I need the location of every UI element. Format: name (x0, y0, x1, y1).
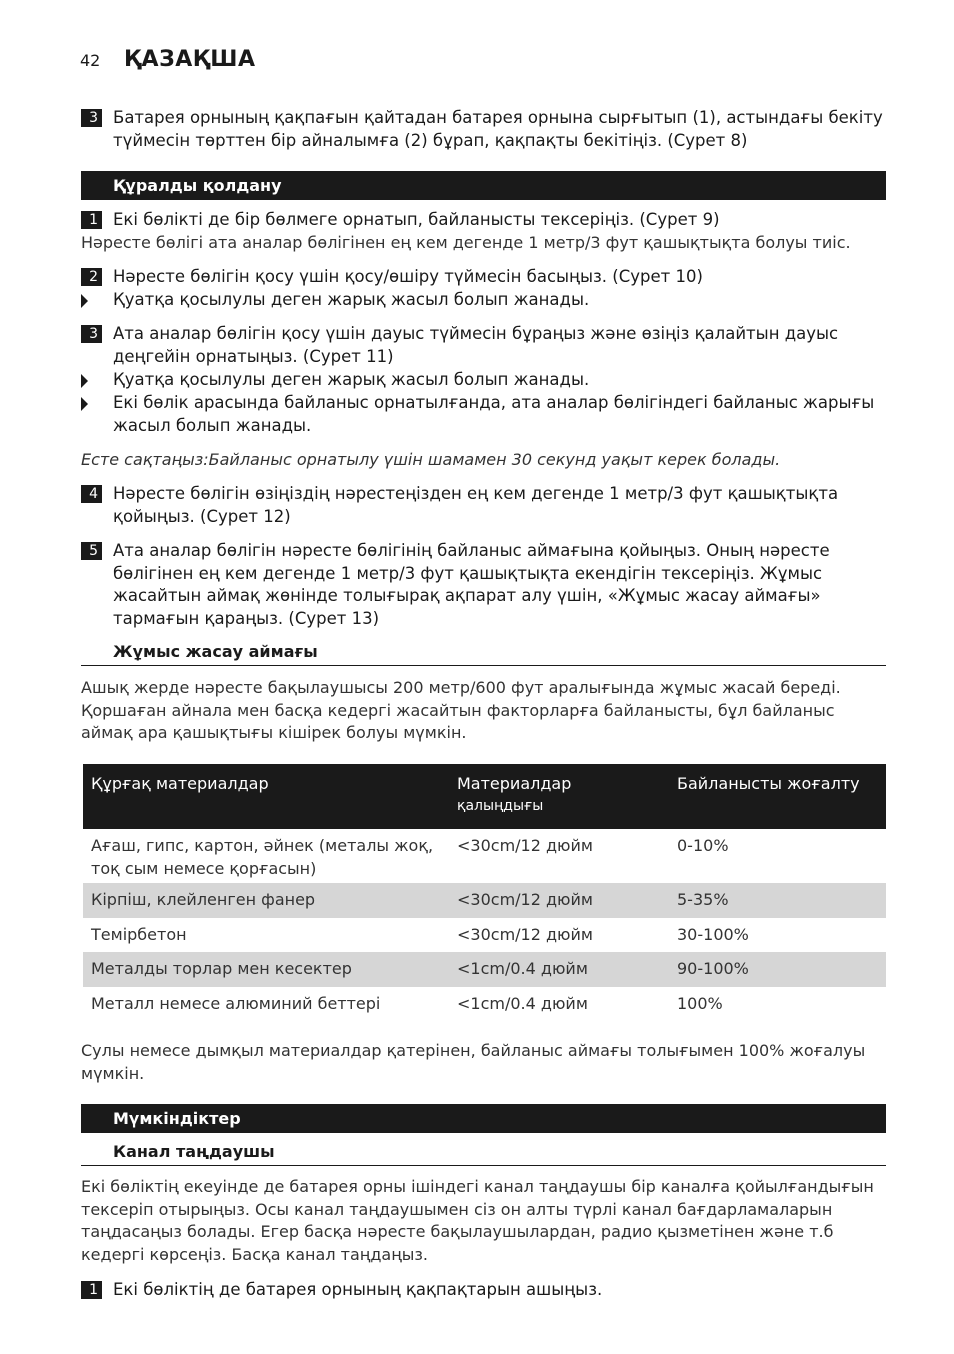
bullet-text: Қуатқа қосылулы деген жарық жасыл болып жанады. (113, 290, 590, 309)
bullet-text: Екі бөлік арасында байланыс орнатылғанда, ата аналар бөлігіндегі байланыс жарығы жасыл болып жанады. (113, 393, 875, 435)
bullet-text: Қуатқа қосылулы деген жарық жасыл болып жанады. (113, 370, 590, 389)
subsection-title: Жұмыс жасау аймағы (113, 642, 318, 661)
table-row (83, 829, 886, 883)
header-thickness-line1: Материалдар (457, 774, 572, 793)
step-text: Екі бөлікті де бір бөлмеге орнатып, байланысты тексеріңіз. (Сурет 9) (113, 210, 720, 229)
section-heading-usage (81, 171, 886, 200)
cell-thickness: <30cm/12 дюйм (457, 836, 593, 855)
usage-step-3 (81, 323, 891, 368)
table-header-row (83, 764, 886, 829)
section-title: Мүмкіндіктер (113, 1109, 241, 1128)
cell-material: Металл немесе алюминий беттері (91, 993, 381, 1013)
step-number: 3 (81, 109, 102, 127)
table-row (83, 883, 886, 918)
subsection-heading-channel (81, 1141, 886, 1166)
cell-loss: 90-100% (669, 952, 886, 987)
step-text: Нәресте бөлігін қосу үшін қосу/өшіру түймесін басыңыз. (Сурет 10) (113, 267, 703, 286)
page-number: 42 (80, 51, 101, 70)
usage-step-2 (81, 266, 891, 289)
usage-step-4 (81, 483, 891, 528)
usage-step-3-result-2 (81, 392, 891, 437)
step-text: Ата аналар бөлігін нәресте бөлігінің байланыс аймағына қойыңыз. Оның нәресте бөлігінен ең кем дегенде 1 метр/3 фут қашықтықта екендігін тексеріңіз. Жұмыс жасайтын аймақ жөнінде толығырақ ақпарат алу үшін, «Жұмыс жасау аймағы» тармағын қараңыз. (Сурет 13) (113, 541, 830, 628)
header-material: Құрғақ материалдар (83, 764, 449, 829)
step-number: 4 (81, 485, 102, 503)
step-number: 2 (81, 268, 102, 286)
materials-table (83, 764, 886, 1021)
channel-intro: Екі бөліктің екеуінде де батарея орны ішіндегі канал таңдаушы бір каналға қойылғандығын тексеріп отырыңыз. Осы канал таңдаушымен сіз он алты түрлі канал бағдарламаларын таңдасаңыз болады. Егер басқа нәресте бақылаушылардан, радио қызметінен және т.б кедергі көрсеңіз. Басқа канал таңдаңыз. (81, 1177, 874, 1264)
usage-reminder: Есте сақтаңыз:Байланыс орнатылу үшін шамамен 30 секунд уақыт керек болады. (81, 450, 781, 469)
cell-thickness: <30cm/12 дюйм (457, 924, 593, 944)
table-row (83, 952, 886, 987)
channel-step-1 (81, 1279, 891, 1302)
cell-thickness: <1cm/0.4 дюйм (457, 993, 588, 1013)
cell-thickness: <30cm/12 дюйм (449, 883, 669, 918)
cell-thickness: <1cm/0.4 дюйм (449, 952, 669, 987)
cell-loss: 0-10% (677, 836, 729, 855)
step-number: 1 (81, 1281, 102, 1299)
bullet-arrow-icon (81, 294, 88, 308)
usage-step-3-result-1 (81, 369, 891, 392)
header-thickness-line2: қалыңдығы (457, 798, 544, 814)
cell-loss: 5-35% (669, 883, 886, 918)
cell-material: Темірбетон (91, 924, 187, 944)
subsection-heading-range (81, 641, 886, 666)
usage-note-1: Нәресте бөлігі ата аналар бөлігінен ең кем дегенде 1 метр/3 фут қашықтықта болуы тиіс. (81, 233, 851, 252)
table-note: Сулы немесе дымқыл материалдар қатерінен, байланыс аймағы толығымен 100% жоғалуы мүмкін. (81, 1041, 866, 1083)
header-loss: Байланысты жоғалту (669, 764, 886, 829)
section-title: Құралды қолдану (113, 176, 282, 195)
step-text: Екі бөліктің де батарея орнының қақпақтарын ашыңыз. (113, 1280, 603, 1299)
section-heading-features (81, 1104, 886, 1133)
table-row (83, 918, 886, 953)
usage-step-2-result (81, 289, 891, 312)
bullet-arrow-icon (81, 397, 88, 411)
cell-material: Кірпіш, клейленген фанер (83, 883, 449, 918)
step-text: Нәресте бөлігін өзіңіздің нәрестеңізден ең кем дегенде 1 метр/3 фут қашықтықта қойыңыз. (Сурет 12) (113, 484, 839, 526)
cell-loss: 100% (677, 993, 723, 1013)
table-row (83, 987, 886, 1022)
step-number: 5 (81, 542, 102, 560)
cell-loss: 30-100% (677, 924, 749, 944)
language-heading: ҚАЗАҚША (124, 47, 256, 72)
cell-material: Металды торлар мен кесектер (83, 952, 449, 987)
header-thickness (449, 764, 669, 829)
step-number: 1 (81, 211, 102, 229)
subsection-title: Канал таңдаушы (113, 1142, 275, 1161)
bullet-arrow-icon (81, 374, 88, 388)
cell-material: Ағаш, гипс, картон, әйнек (металы жоқ, тоқ сым немесе қорғасын) (91, 836, 434, 878)
step-battery-cover (81, 107, 891, 152)
range-intro: Ашық жерде нәресте бақылаушысы 200 метр/600 фут аралығында жұмыс жасай береді. Қоршаған айнала мен басқа кедергі жасайтын факторларға байланысты, бұл байланыс аймақ ара қашықтығы кішірек болуы мүмкін. (81, 678, 841, 742)
usage-step-1 (81, 209, 891, 232)
step-text: Батарея орнының қақпағын қайтадан батарея орнына сырғытып (1), астындағы бекіту түймесін төрттен бір айналымға (2) бұрап, қақпақты бекітіңіз. (Сурет 8) (113, 108, 883, 150)
step-text: Ата аналар бөлігін қосу үшін дауыс түймесін бұраңыз және өзіңіз қалайтын дауыс деңгейін орнатыңыз. (Сурет 11) (113, 324, 839, 366)
step-number: 3 (81, 325, 102, 343)
usage-step-5 (81, 540, 891, 630)
